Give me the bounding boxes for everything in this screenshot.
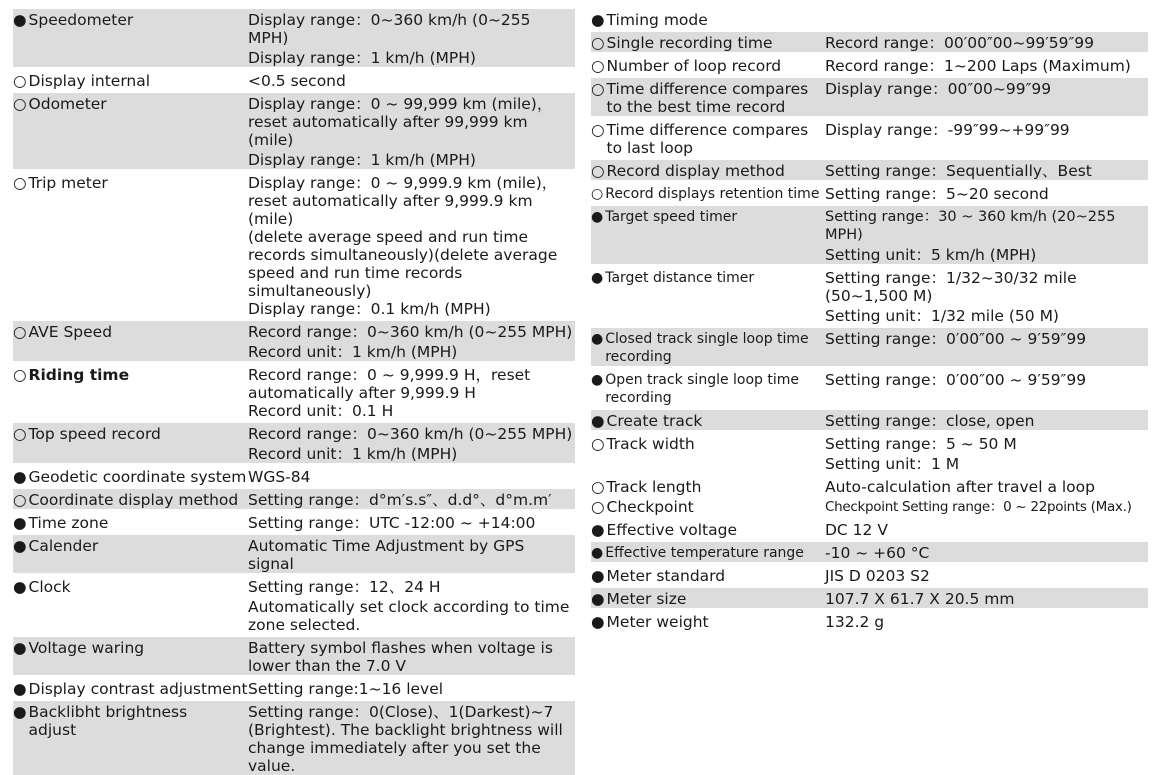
spec-label: [13, 11, 248, 47]
spec-value: [825, 613, 1148, 631]
filled-circle-bullet-icon: ●: [13, 703, 27, 721]
spec-value-text: Setting range：0′00″00 ~ 9′59″99: [825, 371, 1087, 389]
filled-circle-bullet-icon: ●: [591, 613, 605, 631]
spec-label-text: Time zone: [28, 514, 109, 532]
spec-value-text: Record range：0 ~ 9,999.9 H，reset automatically after 9,999.9 H Record unit：0.1 H: [248, 366, 531, 420]
spec-label: [591, 412, 825, 430]
spec-row-checkpoint: [591, 496, 1148, 516]
spec-label-text: Timing mode: [606, 11, 708, 29]
spec-row-speedometer: [13, 9, 575, 47]
spec-label: [591, 435, 825, 453]
spec-value-text: WGS-84: [248, 468, 311, 486]
spec-value-text: <0.5 second: [248, 72, 346, 90]
spec-value: [248, 680, 575, 698]
spec-row-meter-size: [591, 588, 1148, 608]
spec-label-text: Odometer: [28, 95, 107, 113]
spec-value: [825, 590, 1148, 608]
spec-row-track-length: [591, 476, 1148, 496]
spec-row-single-recording-time: [591, 32, 1148, 52]
spec-row-time-difference-compares: [591, 119, 1148, 157]
spec-value-text: Setting range：5 ~ 50 M: [825, 435, 1017, 453]
spec-row-create-track: [591, 410, 1148, 430]
spec-row-geodetic-coordinate-system: [13, 466, 575, 486]
spec-label-text: Target speed timer: [605, 209, 738, 225]
spec-value-text: Record unit：1 km/h (MPH): [248, 343, 458, 361]
spec-label-text: Open track single loop time recording: [605, 372, 800, 406]
spec-value-text: Auto-calculation after travel a loop: [825, 478, 1095, 496]
spec-row-effective-voltage: [591, 519, 1148, 539]
spec-label: [13, 680, 248, 698]
spec-label: [591, 34, 825, 52]
filled-circle-bullet-icon: ●: [13, 514, 27, 532]
filled-circle-bullet-icon: ●: [13, 11, 27, 29]
spec-label: [13, 174, 248, 318]
filled-circle-bullet-icon: ●: [591, 412, 605, 430]
spec-label: [13, 425, 248, 443]
spec-label-text: Meter standard: [606, 567, 726, 585]
spec-label-text: Meter size: [606, 590, 687, 608]
spec-value: [825, 80, 1148, 116]
spec-value: [825, 478, 1148, 496]
spec-row-timing-mode: [591, 9, 1148, 29]
spec-label-text: Backlibht brightness adjust: [28, 703, 188, 739]
spec-label: [13, 639, 248, 675]
spec-label-text: Track length: [606, 478, 702, 496]
spec-label-text: Meter weight: [606, 613, 709, 631]
spec-row-voltage-waring: [13, 637, 575, 675]
spec-label-text: AVE Speed: [28, 323, 113, 341]
hollow-circle-bullet-icon: ○: [13, 174, 27, 192]
spec-label-text: Display contrast adjustment: [28, 680, 248, 698]
spec-row-display-internal: [13, 70, 575, 90]
spec-label: [591, 11, 825, 29]
filled-circle-bullet-icon: ●: [591, 521, 605, 539]
spec-value: [248, 445, 575, 463]
spec-value-text: Setting unit：1 M: [825, 455, 960, 473]
spec-label: [13, 72, 248, 90]
spec-value: [248, 72, 575, 90]
spec-label-text: Record displays retention time: [605, 186, 820, 202]
spec-value: [825, 57, 1148, 75]
spec-row-calender: [13, 535, 575, 573]
hollow-circle-bullet-icon: ○: [591, 162, 605, 180]
spec-row-continuation: [13, 47, 575, 67]
spec-value: [248, 468, 575, 486]
spec-row-target-distance-timer: [591, 267, 1148, 305]
spec-label: [591, 478, 825, 496]
spec-value-text: DC 12 V: [825, 521, 888, 539]
spec-label-text: Trip meter: [28, 174, 108, 192]
spec-value: [825, 307, 1148, 325]
spec-value-text: JIS D 0203 S2: [825, 567, 930, 585]
spec-label-text: Track width: [606, 435, 695, 453]
spec-row-riding-time: [13, 364, 575, 420]
spec-label-text: Coordinate display method: [28, 491, 239, 509]
spec-label: [591, 121, 825, 157]
spec-label: [591, 521, 825, 539]
spec-row-clock: [13, 576, 575, 596]
spec-label: [13, 578, 248, 596]
spec-label: [13, 49, 248, 67]
spec-row-ave-speed: [13, 321, 575, 341]
spec-value: [248, 11, 575, 47]
spec-value-text: Display range：1 km/h (MPH): [248, 151, 476, 169]
spec-label: [13, 514, 248, 532]
spec-value: [248, 537, 575, 573]
spec-label-text: Effective temperature range: [605, 545, 804, 561]
hollow-circle-bullet-icon: ○: [13, 323, 27, 341]
spec-row-closed-track-single-loop-time: [591, 328, 1148, 366]
spec-value-text: Display range：1 km/h (MPH): [248, 49, 476, 67]
filled-circle-bullet-icon: ●: [13, 680, 27, 698]
spec-value-text: Display range：-99″99~+99″99: [825, 121, 1070, 139]
hollow-circle-bullet-icon: ○: [13, 95, 27, 113]
spec-value-text: Record unit：1 km/h (MPH): [248, 445, 458, 463]
spec-value: [248, 425, 575, 443]
hollow-circle-bullet-icon: ○: [13, 72, 27, 90]
hollow-circle-bullet-icon: ○: [13, 491, 27, 509]
spec-row-continuation: [591, 305, 1148, 325]
spec-value: [248, 578, 575, 596]
filled-circle-bullet-icon: ●: [591, 372, 604, 388]
spec-value-text: 132.2 g: [825, 613, 885, 631]
spec-value-text: Record range：00′00″00~99′59″99: [825, 34, 1094, 52]
spec-row-track-width: [591, 433, 1148, 453]
spec-value-text: Automatically set clock according to time zone selected.: [248, 598, 570, 634]
spec-value-text: Setting range：12、24 H: [248, 578, 441, 596]
filled-circle-bullet-icon: ●: [13, 537, 27, 555]
spec-label: [591, 246, 825, 264]
spec-value: [248, 49, 575, 67]
spec-label: [591, 371, 825, 407]
spec-value-text: 107.7 X 61.7 X 20.5 mm: [825, 590, 1015, 608]
spec-value: [825, 455, 1148, 473]
spec-label-text: Time difference compares to the best time record: [606, 80, 809, 116]
hollow-circle-bullet-icon: ○: [591, 435, 605, 453]
spec-row-meter-weight: [591, 611, 1148, 631]
spec-value-text: Setting range：UTC -12:00 ~ +14:00: [248, 514, 536, 532]
filled-circle-bullet-icon: ●: [13, 468, 27, 486]
spec-label-text: Number of loop record: [606, 57, 782, 75]
spec-value-text: Automatic Time Adjustment by GPS signal: [248, 537, 525, 573]
hollow-circle-bullet-icon: ○: [591, 80, 605, 98]
spec-value: [248, 491, 575, 509]
spec-label: [13, 703, 248, 775]
spec-row-display-contrast-adjustment: [13, 678, 575, 698]
spec-value: [825, 498, 1148, 516]
spec-label: [13, 366, 248, 420]
spec-value-text: Setting range：d°m′s.s″、d.d°、d°m.m′: [248, 491, 552, 509]
spec-label: [13, 468, 248, 486]
spec-label: [591, 208, 825, 244]
spec-label: [13, 343, 248, 361]
spec-value: [248, 514, 575, 532]
spec-row-odometer: [13, 93, 575, 149]
spec-value: [825, 208, 1148, 244]
spec-value: [825, 435, 1148, 453]
hollow-circle-bullet-icon: ○: [591, 34, 605, 52]
spec-value-text: -10 ~ +60 °C: [825, 544, 930, 562]
spec-label-text: Clock: [28, 578, 71, 596]
filled-circle-bullet-icon: ●: [591, 209, 604, 225]
spec-value-text: Setting unit：5 km/h (MPH): [825, 246, 1037, 264]
spec-row-effective-temperature-range: [591, 542, 1148, 562]
spec-row-open-track-single-loop-time: [591, 369, 1148, 407]
spec-value: [248, 151, 575, 169]
spec-value-text: Checkpoint Setting range：0 ~ 22points (Max.): [825, 499, 1132, 515]
spec-label-text: Display internal: [28, 72, 151, 90]
spec-value-text: Battery symbol flashes when voltage is lower than the 7.0 V: [248, 639, 553, 675]
filled-circle-bullet-icon: ●: [13, 639, 27, 657]
spec-value-text: Setting range：0′00″00 ~ 9′59″99: [825, 330, 1087, 348]
spec-value: [825, 521, 1148, 539]
spec-label: [13, 95, 248, 149]
spec-label: [591, 455, 825, 473]
spec-row-record-display-method: [591, 160, 1148, 180]
spec-label-text: Effective voltage: [606, 521, 737, 539]
filled-circle-bullet-icon: ●: [591, 11, 605, 29]
spec-row-continuation: [13, 596, 575, 634]
spec-value: [248, 598, 575, 634]
spec-label-text: Closed track single loop time recording: [605, 331, 809, 365]
spec-value-text: Setting range：Sequentially、Best: [825, 162, 1092, 180]
spec-label: [591, 330, 825, 366]
filled-circle-bullet-icon: ●: [591, 567, 605, 585]
spec-label-text: Voltage waring: [28, 639, 145, 657]
spec-row-continuation: [591, 244, 1148, 264]
spec-label-text: Record display method: [606, 162, 785, 180]
spec-row-continuation: [591, 453, 1148, 473]
spec-row-number-of-loop-record: [591, 55, 1148, 75]
spec-value: [825, 330, 1148, 366]
spec-value-text: Display range：0 ~ 9,999.9 km (mile)， reset automatically after 9,999.9 km (mile) (delete average speed and run time records simultaneously)(delete average speed and run time records simultaneously) Display range：0.1 km/h (MPH): [248, 174, 558, 318]
spec-value-text: Record range：1~200 Laps (Maximum): [825, 57, 1131, 75]
spec-value-text: Setting range：0(Close)、1(Darkest)~7 (Brightest). The backlight brightness will change immediately after you set the value.: [248, 703, 563, 775]
spec-row-continuation: [13, 149, 575, 169]
hollow-circle-bullet-icon: ○: [591, 478, 605, 496]
spec-row-meter-standard: [591, 565, 1148, 585]
right-spec-column: [591, 9, 1148, 631]
spec-value: [825, 11, 1148, 29]
spec-label: [591, 567, 825, 585]
spec-value-text: Setting unit：1/32 mile (50 M): [825, 307, 1059, 325]
hollow-circle-bullet-icon: ○: [591, 498, 605, 516]
spec-value: [248, 174, 575, 318]
spec-label-text: Create track: [606, 412, 703, 430]
spec-value: [825, 185, 1148, 203]
spec-value: [825, 412, 1148, 430]
spec-label: [13, 537, 248, 573]
spec-row-time-zone: [13, 512, 575, 532]
spec-value-text: Setting range：5~20 second: [825, 185, 1049, 203]
spec-label: [13, 491, 248, 509]
spec-value: [825, 162, 1148, 180]
spec-value: [248, 95, 575, 149]
spec-row-target-speed-timer: [591, 206, 1148, 244]
spec-value-text: Display range：0 ~ 99,999 km (mile)， reset automatically after 99,999 km (mile): [248, 95, 553, 149]
hollow-circle-bullet-icon: ○: [591, 57, 605, 75]
spec-label: [591, 590, 825, 608]
spec-value-text: Setting range：1/32~30/32 mile (50~1,500 M): [825, 269, 1077, 305]
spec-label-text: Target distance timer: [605, 270, 755, 286]
left-spec-column: [13, 9, 575, 775]
spec-row-record-displays-retention-time: [591, 183, 1148, 203]
spec-row-coordinate-display-method: [13, 489, 575, 509]
spec-row-trip-meter: [13, 172, 575, 318]
spec-value: [248, 703, 575, 775]
spec-label: [591, 307, 825, 325]
spec-label-text: Top speed record: [28, 425, 161, 443]
filled-circle-bullet-icon: ●: [591, 545, 604, 561]
spec-value: [825, 269, 1148, 305]
spec-label: [591, 613, 825, 631]
spec-label: [591, 269, 825, 305]
spec-value-text: Display range：0~360 km/h (0~255 MPH): [248, 11, 531, 47]
spec-value: [825, 246, 1148, 264]
spec-value: [825, 121, 1148, 157]
hollow-circle-bullet-icon: ○: [13, 366, 27, 384]
filled-circle-bullet-icon: ●: [13, 578, 27, 596]
filled-circle-bullet-icon: ●: [591, 590, 605, 608]
spec-row-continuation: [13, 443, 575, 463]
spec-value: [248, 639, 575, 675]
spec-label: [591, 162, 825, 180]
spec-label-text: Riding time: [28, 366, 130, 384]
spec-label: [13, 598, 248, 634]
spec-row-continuation: [13, 341, 575, 361]
spec-value: [248, 323, 575, 341]
spec-label: [591, 544, 825, 562]
spec-label-text: Calender: [28, 537, 99, 555]
spec-row-top-speed-record: [13, 423, 575, 443]
hollow-circle-bullet-icon: ○: [591, 121, 605, 139]
spec-value-text: Display range：00″00~99″99: [825, 80, 1052, 98]
spec-label: [13, 445, 248, 463]
spec-value-text: Setting range：close, open: [825, 412, 1035, 430]
filled-circle-bullet-icon: ●: [591, 331, 604, 347]
spec-value-text: Record range：0~360 km/h (0~255 MPH): [248, 425, 573, 443]
filled-circle-bullet-icon: ●: [591, 270, 604, 286]
spec-value: [248, 366, 575, 420]
spec-label-text: Speedometer: [28, 11, 134, 29]
spec-value-text: Setting range:1~16 level: [248, 680, 444, 698]
spec-value: [825, 567, 1148, 585]
spec-label-text: Time difference compares to last loop: [606, 121, 809, 157]
spec-value: [825, 544, 1148, 562]
spec-row-time-difference-compares: [591, 78, 1148, 116]
hollow-circle-bullet-icon: ○: [13, 425, 27, 443]
spec-label: [591, 80, 825, 116]
spec-label: [13, 323, 248, 341]
spec-label: [591, 498, 825, 516]
spec-value: [248, 343, 575, 361]
spec-value: [825, 34, 1148, 52]
spec-label: [591, 57, 825, 75]
spec-label: [591, 185, 825, 203]
hollow-circle-bullet-icon: ○: [591, 186, 604, 202]
spec-value-text: Record range：0~360 km/h (0~255 MPH): [248, 323, 573, 341]
spec-label: [13, 151, 248, 169]
spec-label-text: Single recording time: [606, 34, 773, 52]
spec-value: [825, 371, 1148, 407]
spec-label-text: Checkpoint: [606, 498, 694, 516]
spec-value-text: Setting range：30 ~ 360 km/h (20~255 MPH): [825, 209, 1116, 243]
spec-label-text: Geodetic coordinate system: [28, 468, 247, 486]
